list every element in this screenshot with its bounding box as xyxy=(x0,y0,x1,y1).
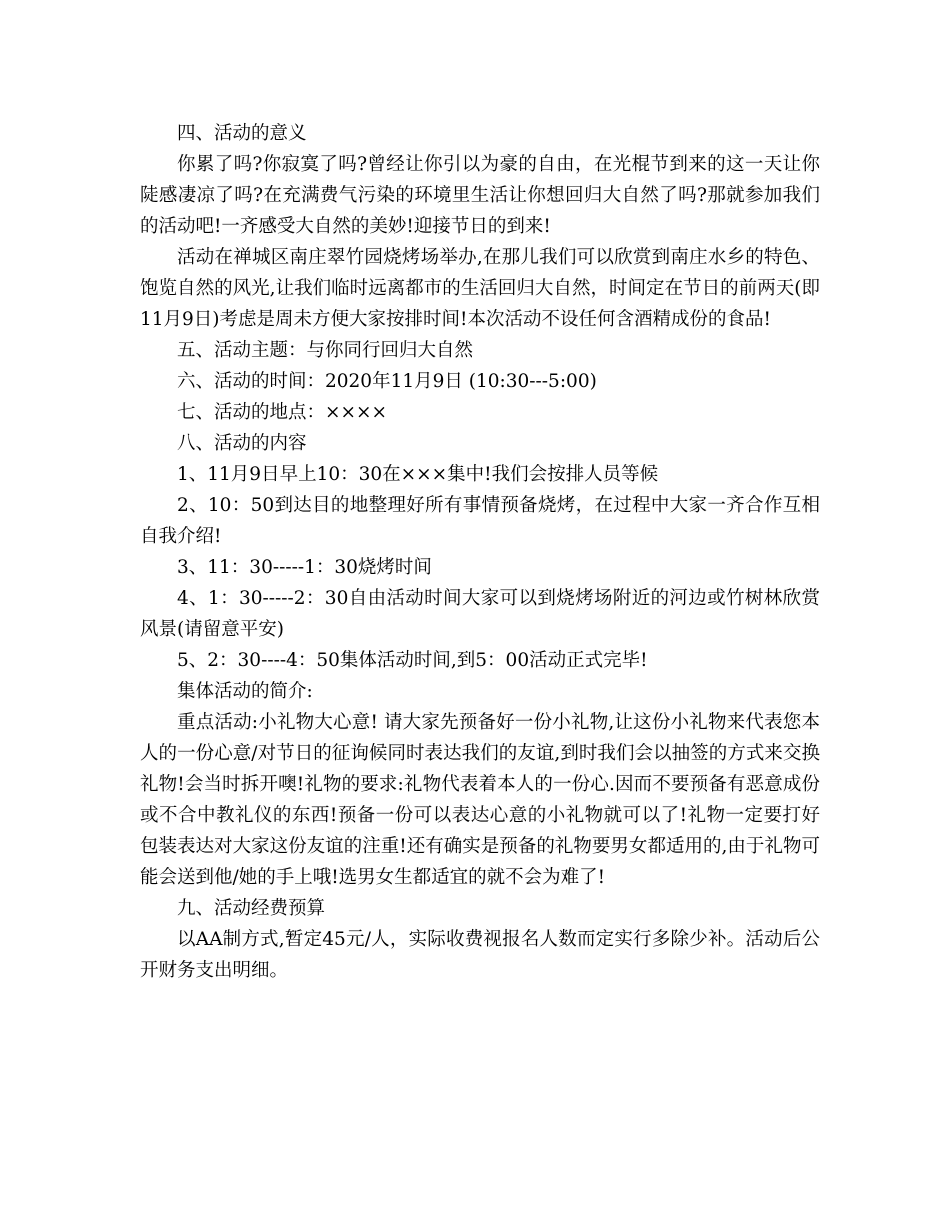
paragraph-gift-exchange: 重点活动:小礼物大心意! 请大家先预备好一份小礼物,让这份小礼物来代表您本人的一份心意/对节日的征询候同时表达我们的友谊,到时我们会以抽签的方式来交换礼物!会当时拆开噢!礼物的要求:礼物代表着本人的一份心.因而不要预备有恶意成份或不合中教礼仪的东西!预备一份可以表达心意的小礼物就可以了!礼物一定要打好包装表达对大家这份友谊的注重!还有确实是预备的礼物要男女都适用的,由于礼物可能会送到他/她的手上哦!选男女生都适宜的就不会为难了! xyxy=(140,712,820,888)
section-heading-time: 六、活动的时间：2020年11月9日 (10:30---5:00) xyxy=(177,371,597,392)
group-activity-heading: 集体活动的简介: xyxy=(177,681,313,702)
section-heading-theme: 五、活动主题：与你同行回归大自然 xyxy=(177,340,474,361)
section-heading-content: 八、活动的内容 xyxy=(177,433,307,454)
paragraph-significance-intro: 你累了吗?你寂寞了吗?曾经让你引以为豪的自由，在光棍节到来的这一天让你陡感凄凉了吗?在充满费气污染的环境里生活让你想回归大自然了吗?那就参加我们的活动吧!一齐感受大自然的美妙!迎接节日的到来! xyxy=(140,154,820,237)
paragraph-budget: 以AA制方式,暂定45元/人，实际收费视报名人数而定实行多除少补。活动后公开财务支出明细。 xyxy=(140,929,820,981)
schedule-item-2: 2、10：50到达目的地整理好所有事情预备烧烤，在过程中大家一齐合作互相自我介绍! xyxy=(140,495,820,547)
section-heading-location: 七、活动的地点：×××× xyxy=(177,402,388,423)
schedule-item-1: 1、11月9日早上10：30在×××集中!我们会按排人员等候 xyxy=(177,464,659,485)
section-heading-significance: 四、活动的意义 xyxy=(177,123,307,144)
schedule-item-4: 4、1：30-----2：30自由活动时间大家可以到烧烤场附近的河边或竹树林欣赏风景(请留意平安) xyxy=(140,588,820,640)
section-heading-budget: 九、活动经费预算 xyxy=(177,898,326,919)
schedule-item-5: 5、2：30----4：50集体活动时间,到5：00活动正式完毕! xyxy=(177,650,648,671)
document-body xyxy=(140,118,820,986)
schedule-item-3: 3、11：30-----1：30烧烤时间 xyxy=(177,557,432,578)
paragraph-venue: 活动在禅城区南庄翠竹园烧烤场举办,在那儿我们可以欣赏到南庄水乡的特色、饱览自然的风光,让我们临时远离都市的生活回归大自然，时间定在节日的前两天(即11月9日)考虑是周未方便大家按排时间!本次活动不设任何含酒精成份的食品! xyxy=(140,247,820,330)
